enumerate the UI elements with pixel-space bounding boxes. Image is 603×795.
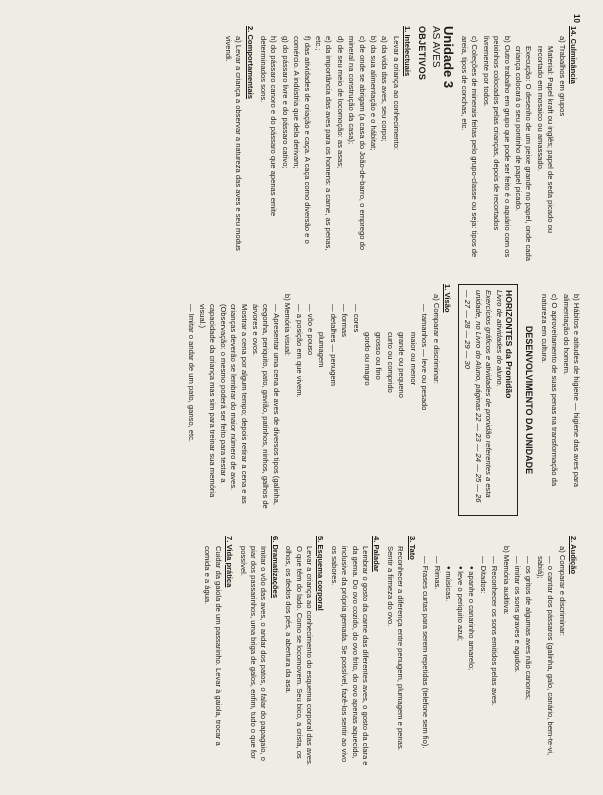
page-number: 10 <box>572 14 581 23</box>
audicao-a: a) Comparar e discriminar: <box>557 546 567 636</box>
esquema-title: 5. Esquema corporal <box>316 536 326 611</box>
list-item: f) das atividades de criação e caça. A caça como diversão e o comércio. A indústria que dela derivam; <box>292 36 312 244</box>
audicao-title: 2. Audição <box>569 536 578 575</box>
list-item: Levar a criança ao conhecimento: <box>391 36 401 150</box>
column-3 <box>201 536 581 772</box>
list-item: g) do pássaro livre e do pássaro cativo; <box>280 36 290 169</box>
audicao-rimas: — Rimas. <box>432 556 442 590</box>
vida-title: 7. Vida prática <box>225 536 235 588</box>
visao-b-item: — Imitar o andar de um pato, ganso, etc. <box>186 304 196 443</box>
audicao-b-item: — Ditados: <box>478 556 488 594</box>
size-item: grande ou pequeno <box>397 332 407 398</box>
visao-title: 1. Visão <box>442 284 452 313</box>
visao-tamanhos: — tamanhos — leve ou pesado <box>420 304 430 411</box>
column-1 <box>221 26 581 264</box>
dictation-item: ● apanhe o canarinho amarelo; <box>466 536 477 772</box>
dictation-item: ● músicas. <box>443 536 454 772</box>
list-item: d) de seu meio de locomoção: as asas; <box>335 36 345 169</box>
dictation-item: ● leve o periquito azul; <box>454 536 465 772</box>
tato-text: Reconhecer a diferença entre penugem, plumagem e penas. Sentir a firmeza do ovo. <box>385 546 406 751</box>
item-14-a: a) Trabalhos em grupos <box>557 36 567 117</box>
vida-text: Cuidar da gaiola de um passarinho. Levar à gaiola, trocar a comida e a água. <box>203 546 223 746</box>
esquema-text: Levar a criança ao conhecimento do esquema corporal das aves. O que têm do lado. Como se locomovem. Seu bico, a crista, os olhos, os dedos dos pés, a abertura da asa. <box>284 546 315 766</box>
audicao-item: — os gritos de algumas aves não canoras; <box>524 556 534 700</box>
list-item: b) da sua alimentação e o hábitat; <box>369 36 379 151</box>
list-item: c) de onde se abrigam (a casa do João-de-barro, o emprego do mineral na construção da casa); <box>347 36 367 251</box>
obj2-title: 2. Comportamentais <box>245 26 255 100</box>
obj1-title: 1. Intelectuais <box>403 26 413 77</box>
size-item: gordo ou magro <box>363 332 373 386</box>
visao-b-item: Mostrar a cena por algum tempo; depois retirar a cena e as crianças deverão se lembrar do maior número de aves. (Observação: o mesmo poderá ser feito para testar a capacidade da criança mas sim para treinar sua memória visual.) <box>198 304 249 504</box>
visao-a: a) Comparar e discriminar: <box>431 294 441 384</box>
size-item: maior ou menor <box>408 332 418 386</box>
item-14-title: 14. Culminância <box>569 26 578 84</box>
box-title: HORIZONTES da Pronidão <box>503 290 514 399</box>
objectives-heading: OBJETIVOS <box>416 26 427 81</box>
audicao-b-item: — Reconhecer os sons emitidos pelas aves. <box>490 556 500 706</box>
size-item: curto ou comprido <box>385 332 395 393</box>
visao-cores: — cores <box>351 304 361 333</box>
visao-detalhes: — detalhes — penugem <box>328 304 338 386</box>
development-title: DESENVOLVIMENTO DA UNIDADE <box>524 325 535 475</box>
feathers-line: c) O aproveitamento de suas penas na transformação da natureza em cultura. <box>539 294 560 487</box>
audicao-frases: — Frases curtas para serem repetidas (telefone sem fio). <box>421 556 431 749</box>
visao-formas: — formas <box>340 304 350 337</box>
audicao-item: — o cantar dos pássaros (galinha, galo, canário, bem-te-vi, sabiá); <box>535 556 556 756</box>
item-14-b: b) Outro trabalho em grupo que pode ser feito é o aquário com os peixinhos colocados pelas crianças, depois de recortados livremente por todos. <box>481 36 512 258</box>
visao-b-item: — Apresentar uma cena de aves de diversos tipos (galinha, cegonha, periquito, pato, gavião, patinhos, ninhos, galhos de árvores e ovos. <box>251 304 281 509</box>
obj2-a: a) Levar a criança a observar a natureza das aves e seu modus vivendi. <box>223 36 244 251</box>
list-item: e) da importância das aves para os homens: a carne, as penas, etc.; <box>314 36 334 251</box>
dram-text: Imitar o vôo das aves, o andar dos patos, o falar do papagaio, o piar dos passarinhos, uma briga de galos, enfim, tudo o que for possível. <box>238 546 269 761</box>
paladar-text: Lembrar o gosto da carne das diferentes aves, o gosto da clara e da gema. Do ovo cozido, do ovo frito, do ovo apenas aquecido, inclusive da própria gemada. Se possível, fazê-los sentir ao vivo os sabores. <box>329 546 371 766</box>
box-subtitle: Livro de atividades do aluno. <box>494 290 504 387</box>
visao-b: b) Memória visual: <box>283 294 293 357</box>
list-item: a) da vida das aves, seu corpo; <box>380 36 390 142</box>
column-2 <box>184 284 581 516</box>
unit-title: Unidade 3 <box>440 26 456 89</box>
activities-box <box>458 284 518 516</box>
item-14-c: c) Coleções de minerais feitas pelo grupo-classe ou seja: tipos de areia, tipos de conchas, etc. <box>459 36 480 258</box>
list-item: h) do pássaro canoro e do pássaro que apenas emite determinados sons. <box>259 36 279 217</box>
unit-subtitle: AS AVES <box>430 26 442 68</box>
visao-plumagem: plumagem <box>317 332 327 368</box>
visao-voo: — vôo e pouso <box>306 304 316 356</box>
audicao-item: — imitar os sons graves e agudos. <box>512 556 522 673</box>
material: Material: Papel kraft ou inglês; papel de seda picado ou recortado em mosaico ou amassado. <box>535 46 556 234</box>
tato-title: 3. Tato <box>407 536 417 560</box>
execucao: Execução: O desenho de um peixe grande no papel, onde cada criança colocará o seu pontinho de papel picado. <box>513 46 534 261</box>
audicao-b: b) Memória auditiva: <box>501 546 511 615</box>
visao-posicao: — a posição em que vivem. <box>294 304 304 398</box>
paladar-title: 4. Paladar <box>372 536 382 572</box>
hygiene-line: b) Hábitos e atitudes de higiene — higiene das aves para alimentação do homem. <box>561 294 581 487</box>
box-text: Exercícios gráficos e atividades de pronidão referentes a esta unidade, no Livro do Aluno, páginas 22 — 23 — 24 — 25 — 26 — 27 — 28 — 29 — 30 <box>463 290 494 503</box>
dram-title: 6. Dramatizações <box>270 536 280 599</box>
obj1-list <box>258 26 401 264</box>
size-item: grosso ou fino <box>374 332 384 380</box>
